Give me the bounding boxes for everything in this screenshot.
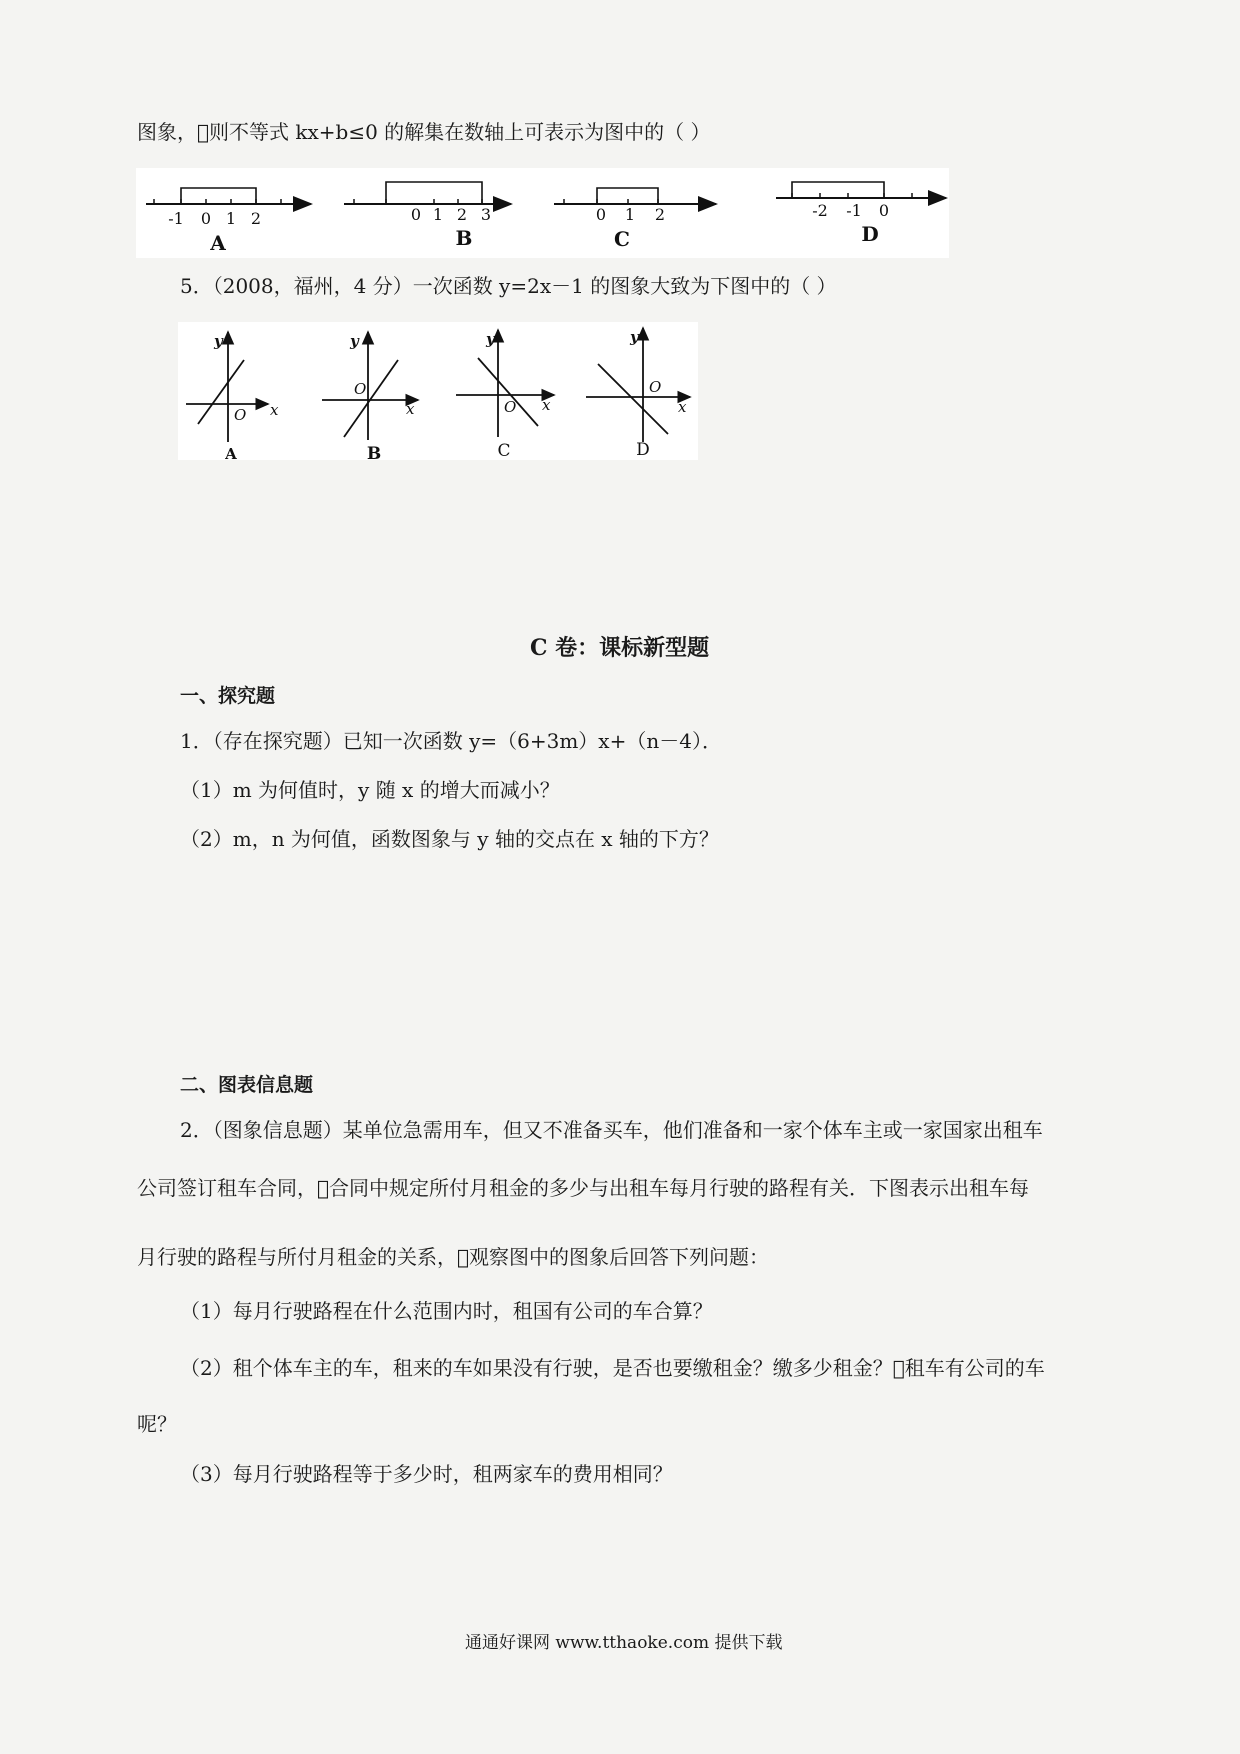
number-line-b (344, 182, 511, 250)
tick-label: 2 (250, 209, 262, 228)
tick-label: 0 (200, 209, 212, 228)
graph-options-figure (178, 322, 698, 460)
x-axis-label: x (406, 400, 415, 418)
x-axis-label: x (542, 396, 551, 414)
graph-label-c: C (497, 441, 511, 460)
q2-stem-line2: 公司签订租车合同， 合同中规定所付月租金的多少与出租车每月行驶的路程有关．下图表示出租车每 (137, 1176, 1030, 1200)
tick-label: -1 (168, 209, 184, 228)
q5-stem: 5．（2008，福州，4 分）一次函数 y=2x－1 的图象大致为下图中的（ ） (180, 274, 837, 298)
graph-label-d: D (636, 440, 650, 460)
option-label-a: A (210, 231, 226, 255)
tick-label: 0 (878, 201, 890, 220)
x-axis-label: x (678, 398, 687, 416)
tick-label: 1 (225, 209, 237, 228)
q4-stem: 图象， 则不等式 kx+b≤0 的解集在数轴上可表示为图中的（ ） (137, 120, 711, 144)
graph-c (456, 330, 554, 460)
origin-label: O (649, 378, 662, 396)
part2-heading: 二、图表信息题 (180, 1074, 314, 1096)
linear-graph-options (178, 322, 698, 460)
tick-label: 2 (654, 205, 666, 224)
origin-label: O (234, 406, 247, 424)
origin-label: O (504, 398, 517, 416)
q1-part2: （2）m，n 为何值，函数图象与 y 轴的交点在 x 轴的下方？ (180, 827, 719, 851)
graph-a (186, 332, 279, 460)
graph-label-b: B (366, 444, 382, 460)
q2-part2-line1: （2）租个体车主的车，租来的车如果没有行驶，是否也要缴租金？缴多少租金？ 租车有公司的车 (180, 1356, 1045, 1380)
option-label-c: C (614, 227, 630, 251)
graph-label-a: A (225, 445, 237, 460)
q1-stem: 1．（存在探究题）已知一次函数 y=（6+3m）x+（n－4）． (180, 729, 722, 753)
q2-part2-line2: 呢？ (137, 1412, 177, 1436)
number-line-a (146, 188, 311, 255)
page-footer: 通通好课网 www.tthaoke.com 提供下载 (465, 1633, 783, 1653)
y-axis-label: y (630, 328, 639, 346)
part1-heading: 一、探究题 (180, 685, 276, 707)
section-title: C 卷：课标新型题 (530, 635, 710, 661)
tick-label: 0 (595, 205, 607, 224)
tick-label: 1 (624, 205, 636, 224)
tick-label: -1 (846, 201, 862, 220)
y-axis-label: y (214, 332, 223, 350)
y-axis-label: y (350, 332, 359, 350)
number-line-figure (136, 168, 949, 258)
number-line-options (136, 168, 949, 258)
option-label-b: B (455, 226, 473, 250)
tick-label: -2 (812, 201, 828, 220)
q1-part1: （1）m 为何值时，y 随 x 的增大而减小？ (180, 778, 560, 802)
x-axis-label: x (270, 401, 279, 419)
graph-d (586, 328, 690, 460)
origin-label: O (354, 380, 367, 398)
number-line-c (554, 188, 716, 251)
tick-label: 2 (456, 205, 468, 224)
q2-part1: （1）每月行驶路程在什么范围内时，租国有公司的车合算？ (180, 1299, 713, 1323)
option-label-d: D (861, 222, 879, 246)
q2-part3: （3）每月行驶路程等于多少时，租两家车的费用相同？ (180, 1462, 673, 1486)
number-line-d (776, 182, 946, 246)
tick-label: 1 (432, 205, 444, 224)
y-axis-label: y (486, 330, 495, 348)
tick-label: 3 (480, 205, 492, 224)
q2-stem-line3: 月行驶的路程与所付月租金的关系， 观察图中的图象后回答下列问题： (137, 1245, 770, 1269)
tick-label: 0 (410, 205, 422, 224)
graph-b (322, 332, 418, 460)
q2-stem-line1: 2．（图象信息题）某单位急需用车，但又不准备买车，他们准备和一家个体车主或一家国家出租车 (180, 1118, 1043, 1142)
